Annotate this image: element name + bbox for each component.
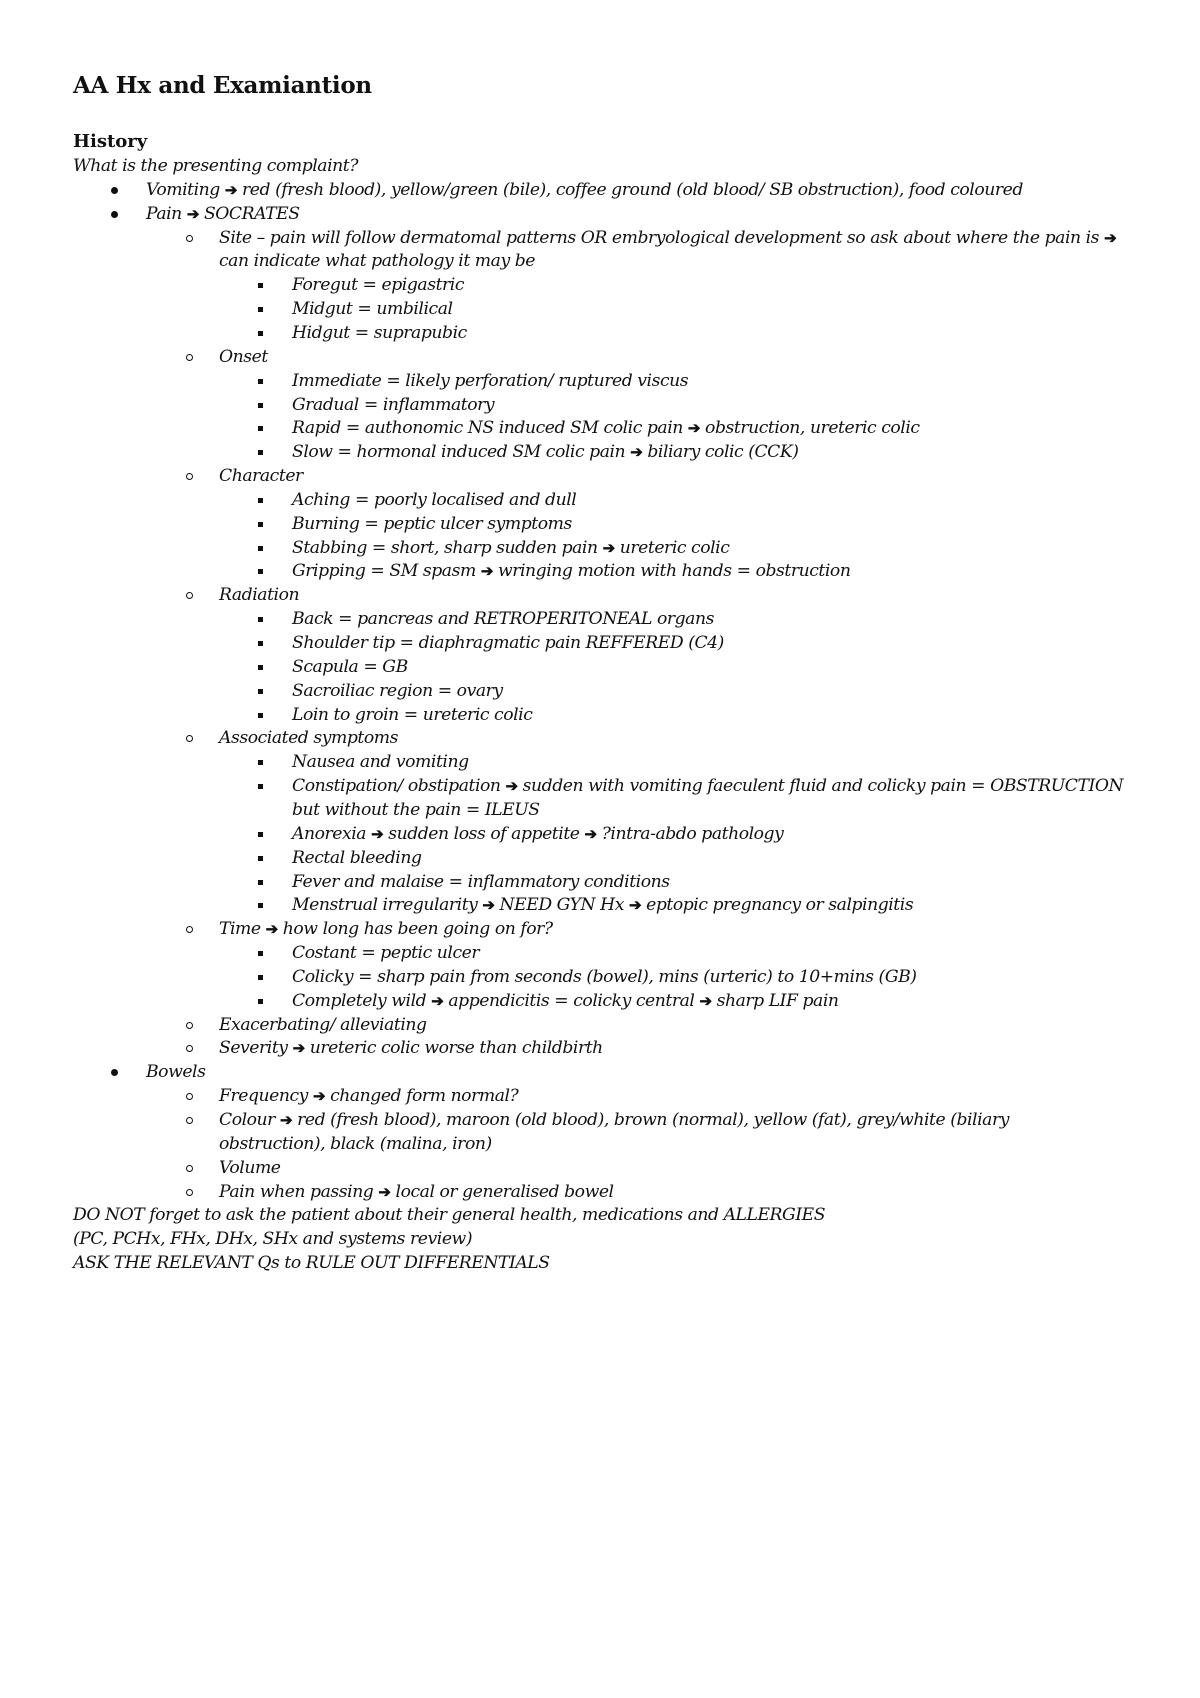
square-bullet-icon (258, 951, 263, 956)
list-item-level-3: Shoulder tip = diaphragmatic pain REFFERED (C4) (292, 633, 724, 653)
square-bullet-icon (258, 307, 263, 312)
list-item-level-2: Site – pain will follow dermatomal patterns OR embryological development so ask about where the pain is ➔ (219, 227, 1117, 248)
list-item-level-3: Scapula = GB (292, 656, 408, 677)
list-item-level-3: Completely wild ➔ appendicitis = colicky central ➔ sharp LIF pain (292, 990, 839, 1011)
arrow-icon: ➔ (371, 824, 384, 843)
square-bullet-icon (258, 617, 263, 622)
list-item-level-3: Gradual = inflammatory (292, 394, 495, 415)
square-bullet-icon (258, 546, 263, 551)
square-bullet-icon (258, 832, 263, 837)
square-bullet-icon (258, 999, 263, 1004)
section-heading: History (73, 131, 148, 152)
arrow-icon: ➔ (292, 1039, 305, 1058)
arrow-icon: ➔ (687, 419, 701, 438)
square-bullet-icon (258, 331, 263, 336)
list-item-level-3: Foregut = epigastric (292, 275, 465, 296)
list-item-level-2: Volume (219, 1157, 281, 1178)
arrow-icon: ➔ (480, 562, 493, 581)
arrow-icon: ➔ (265, 920, 278, 939)
list-item-continuation: can indicate what pathology it may be (219, 251, 535, 272)
square-bullet-icon (258, 903, 263, 908)
list-item-level-2: Character (219, 466, 303, 487)
square-bullet-icon (258, 689, 263, 694)
arrow-icon: ➔ (699, 991, 712, 1010)
list-item-level-3: Back = pancreas and RETROPERITONEAL organs (292, 609, 714, 630)
square-bullet-icon (258, 426, 263, 431)
list-item-level-3: Fever and malaise = inflammatory conditions (292, 871, 670, 892)
list-item-continuation: but without the pain = ILEUS (292, 799, 540, 820)
list-item-level-3: Stabbing = short, sharp sudden pain ➔ ureteric colic (292, 537, 730, 558)
list-item-level-3: Sacroiliac region = ovary (292, 680, 503, 701)
circle-bullet-icon (186, 1093, 193, 1100)
body-text-line: (PC, PCHx, FHx, DHx, SHx and systems review) (73, 1229, 473, 1250)
list-item-level-3: Anorexia ➔ sudden loss of appetite ➔ ?intra-abdo pathology (292, 823, 784, 844)
list-item-level-3: Colicky = sharp pain from seconds (bowel), mins (urteric) to 10+mins (GB) (292, 966, 917, 987)
list-item-level-3: Aching = poorly localised and dull (292, 489, 577, 510)
list-item-level-3: Hidgut = suprapubic (292, 322, 467, 343)
list-item-level-2: Colour ➔ red (fresh blood), maroon (old blood), brown (normal), yellow (fat), grey/white (biliary (219, 1110, 1009, 1130)
list-item-level-3: Midgut = umbilical (292, 299, 453, 320)
list-item-level-3: Costant = peptic ulcer (292, 943, 480, 964)
square-bullet-icon (258, 760, 263, 765)
circle-bullet-icon (186, 926, 193, 933)
square-bullet-icon (258, 975, 263, 980)
arrow-icon: ➔ (630, 443, 643, 462)
circle-bullet-icon (186, 1117, 193, 1124)
list-item-level-3: Slow = hormonal induced SM colic pain ➔ biliary colic (CCK) (292, 442, 799, 463)
arrow-icon: ➔ (279, 1111, 293, 1129)
list-item-level-3: Rapid = authonomic NS induced SM colic pain ➔ obstruction, ureteric colic (292, 418, 920, 439)
arrow-icon: ➔ (628, 896, 642, 915)
circle-bullet-icon (186, 1165, 193, 1172)
list-item-level-2: Onset (219, 346, 268, 367)
list-item-level-2: Exacerbating/ alleviating (219, 1014, 427, 1035)
arrow-icon: ➔ (431, 991, 444, 1010)
arrow-icon: ➔ (482, 896, 495, 915)
square-bullet-icon (258, 880, 263, 885)
square-bullet-icon (258, 283, 263, 288)
circle-bullet-icon (186, 354, 193, 361)
list-item-level-2: Severity ➔ ureteric colic worse than childbirth (219, 1038, 603, 1059)
square-bullet-icon (258, 498, 263, 503)
circle-bullet-icon (186, 1045, 193, 1052)
list-item-level-2: Frequency ➔ changed form normal? (219, 1086, 519, 1107)
body-text-line: ASK THE RELEVANT Qs to RULE OUT DIFFERENTIALS (73, 1253, 550, 1274)
list-item-level-1: Pain ➔ SOCRATES (146, 203, 300, 224)
arrow-icon: ➔ (312, 1087, 326, 1106)
list-item-level-2: Time ➔ how long has been going on for? (219, 919, 553, 940)
arrow-icon: ➔ (584, 824, 597, 843)
list-item-level-1: Bowels (146, 1062, 206, 1083)
square-bullet-icon (258, 450, 263, 455)
circle-bullet-icon (186, 735, 193, 742)
body-text-line: DO NOT forget to ask the patient about their general health, medications and ALLERGIES (73, 1205, 826, 1226)
circle-bullet-icon (186, 235, 193, 242)
circle-bullet-icon (186, 1022, 193, 1029)
arrow-icon: ➔ (505, 777, 518, 796)
list-item-level-2: Associated symptoms (219, 728, 398, 749)
list-item-level-2: Pain when passing ➔ local or generalised bowel (219, 1181, 614, 1202)
square-bullet-icon (258, 379, 263, 384)
square-bullet-icon (258, 665, 263, 670)
arrow-icon: ➔ (1104, 228, 1117, 247)
arrow-icon: ➔ (602, 538, 615, 557)
square-bullet-icon (258, 784, 263, 789)
list-item-level-3: Menstrual irregularity ➔ NEED GYN Hx ➔ eptopic pregnancy or salpingitis (292, 895, 914, 916)
list-item-level-3: Burning = peptic ulcer symptoms (292, 513, 572, 534)
list-item-level-3: Rectal bleeding (292, 847, 422, 868)
list-item-level-3: Nausea and vomiting (292, 752, 469, 773)
disc-bullet-icon (111, 1069, 118, 1076)
arrow-icon: ➔ (186, 204, 199, 223)
square-bullet-icon (258, 403, 263, 408)
document-title: AA Hx and Examiantion (73, 72, 372, 99)
list-item-level-3: Loin to groin = ureteric colic (292, 704, 533, 725)
square-bullet-icon (258, 641, 263, 646)
disc-bullet-icon (111, 187, 118, 194)
square-bullet-icon (258, 856, 263, 861)
list-item-level-3: Gripping = SM spasm ➔ wringing motion with hands = obstruction (292, 561, 851, 582)
list-item-level-3: Immediate = likely perforation/ ruptured viscus (292, 370, 689, 391)
list-item-level-3: Constipation/ obstipation ➔ sudden with vomiting faeculent fluid and colicky pain = OBSTRUCTION (292, 776, 1124, 797)
list-item-level-2: Radiation (219, 585, 300, 606)
square-bullet-icon (258, 713, 263, 718)
circle-bullet-icon (186, 473, 193, 480)
body-text-line: What is the presenting complaint? (73, 156, 358, 176)
disc-bullet-icon (111, 211, 118, 218)
list-item-level-1: Vomiting ➔ red (fresh blood), yellow/green (bile), coffee ground (old blood/ SB obstruction), food coloured (146, 179, 1023, 200)
list-item-continuation: obstruction), black (malina, iron) (219, 1133, 492, 1154)
square-bullet-icon (258, 522, 263, 527)
circle-bullet-icon (186, 592, 193, 599)
arrow-icon: ➔ (378, 1182, 391, 1201)
circle-bullet-icon (186, 1189, 193, 1196)
arrow-icon: ➔ (224, 180, 237, 199)
square-bullet-icon (258, 569, 263, 574)
